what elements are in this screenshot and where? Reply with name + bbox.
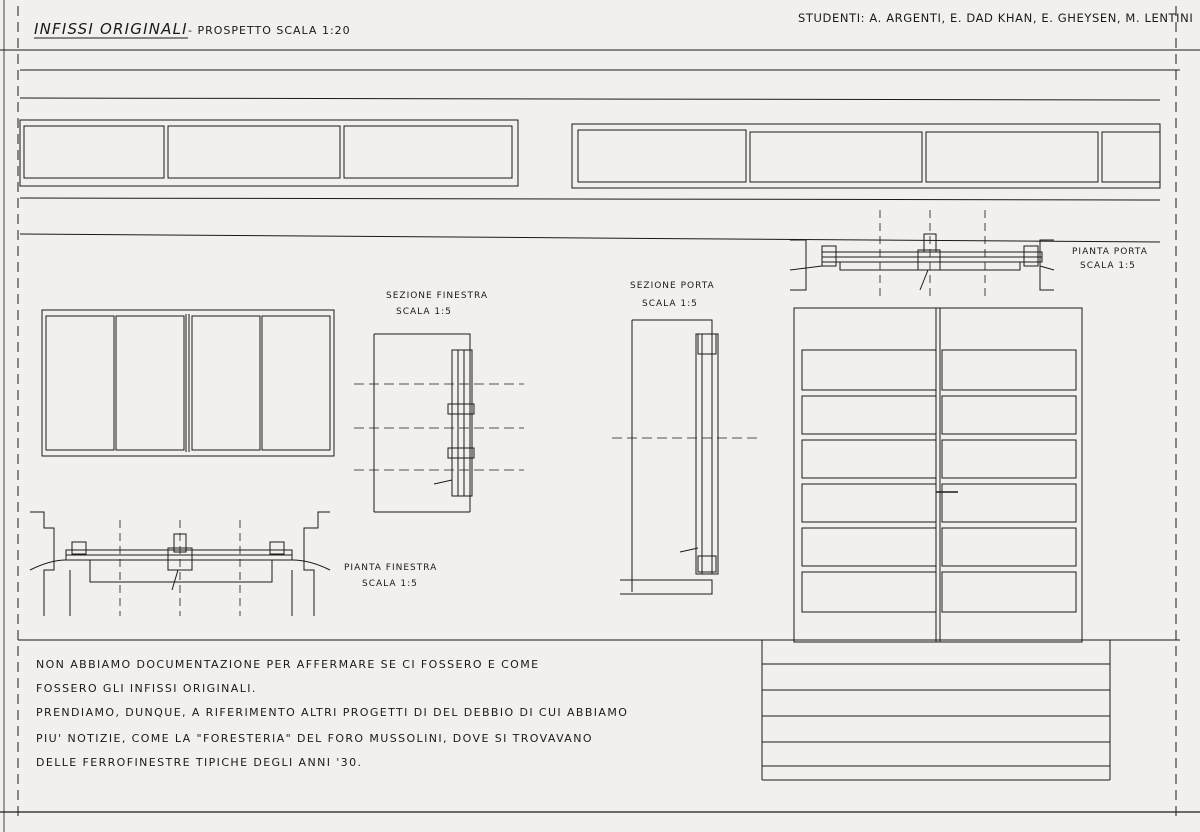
note-line: DELLE FERROFINESTRE TIPICHE DEGLI ANNI '30. [36,756,363,769]
note-line: PRENDIAMO, DUNQUE, A RIFERIMENTO ALTRI PROGETTI DI DEL DEBBIO DI CUI ABBIAMO [36,706,629,719]
label-pianta-porta: PIANTA PORTA [1072,247,1148,257]
note-line: FOSSERO GLI INFISSI ORIGINALI. [36,682,257,695]
label-sezione-finestra: SEZIONE FINESTRA [386,291,489,301]
sheet-subtitle: - PROSPETTO SCALA 1:20 [188,24,351,37]
label-sezione-porta: SEZIONE PORTA [630,281,715,291]
label-sezione-porta-scale: SCALA 1:5 [642,299,698,309]
students-credit: STUDENTI: A. ARGENTI, E. DAD KHAN, E. GHEYSEN, M. LENTINI [798,11,1194,25]
note-line: NON ABBIAMO DOCUMENTAZIONE PER AFFERMARE SE CI FOSSERO E COME [36,658,540,671]
label-pianta-finestra: PIANTA FINESTRA [344,563,438,573]
sheet-title: INFISSI ORIGINALI [34,20,188,38]
note-line: PIU' NOTIZIE, COME LA "FORESTERIA" DEL FORO MUSSOLINI, DOVE SI TROVAVANO [36,732,593,745]
label-pianta-finestra-scale: SCALA 1:5 [362,579,418,589]
label-pianta-porta-scale: SCALA 1:5 [1080,261,1136,271]
label-sezione-finestra-scale: SCALA 1:5 [396,307,452,317]
